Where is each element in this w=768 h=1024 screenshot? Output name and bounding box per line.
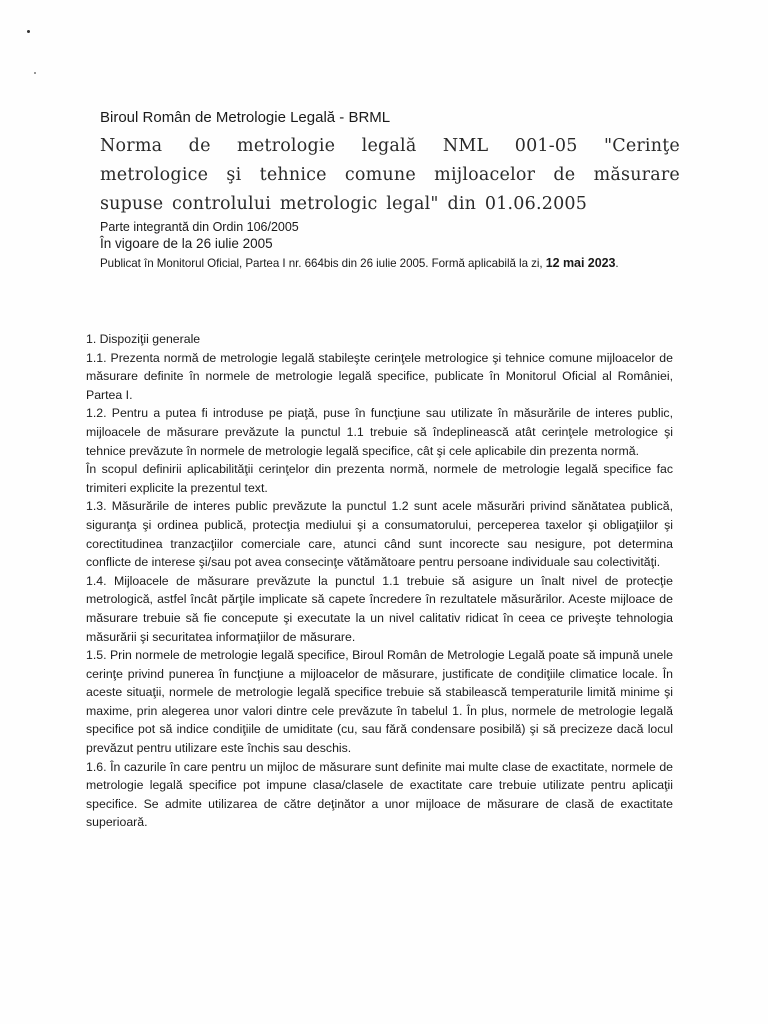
paragraph-1-3: 1.3. Măsurările de interes public prevăzute la punctul 1.2 sunt acele măsurări privind sănătatea publică, siguranţa şi ordinea publică, protecţia mediului şi a consumatorului, perceperea taxelor şi obligaţiilor şi corectitudinea tranzacţiilor comerciale care, atunci când sunt incorecte sau nesigure, pot determina conflicte de interese şi/sau pot avea consecinţe vătămătoare pentru persoane individuale sau colectivităţi. [86, 499, 673, 570]
publication-line [100, 254, 680, 273]
scan-speck [34, 72, 36, 74]
paragraph-1-5: 1.5. Prin normele de metrologie legală specifice, Biroul Român de Metrologie Legală poate să impună unele cerinţe privind punerea în funcţiune a mijloacelor de măsurare, justificate de condiţiile climatice locale. În aceste situaţii, normele de metrologie legală specifice trebuie să stabilească temperaturile limită minime şi maxime, prin alegerea unor valori dintre cele prevăzute în tabelul 1. În plus, normele de metrologie legală specifice pot să indice condiţiile de umiditate (cu, sau fără condensare posibilă) şi să precizeze dacă locul prevăzut pentru utilizare este închis sau deschis. [86, 648, 673, 756]
paragraph-1-2-scope: În scopul definirii aplicabilităţii cerinţelor din prezenta normă, normele de metrologie legală specifice fac trimiteri explicite la prezentul text. [86, 462, 673, 495]
publication-end: . [615, 257, 619, 270]
section-heading: 1. Dispoziţii generale [86, 332, 201, 346]
document-body [86, 330, 673, 832]
paragraph-1-2: 1.2. Pentru a putea fi introduse pe piaţă, puse în funcţiune sau utilizate în măsurările de interes public, mijloacele de măsurare prevăzute la punctul 1.1 trebuie să îndeplinească atât cerinţele metrologice şi tehnice prevăzute în normele de metrologie legală specifice, cât şi cele aplicabile din prezenta normă. [86, 406, 673, 458]
in-force-line: În vigoare de la 26 iulie 2005 [100, 236, 273, 251]
paragraph-1-4: 1.4. Mijloacele de măsurare prevăzute la punctul 1.1 trebuie să asigure un înalt nivel de protecţie metrologică, astfel încât părţile implicate să capete încredere în rezultatele măsurărilor. Aceste mijloace de măsurare trebuie să fie concepute şi executate la un nivel calitativ ridicat în ceea ce priveşte tehnologia măsurării şi securitatea informaţiilor de măsurare. [86, 573, 673, 644]
scan-speck [27, 30, 30, 33]
applicable-date: 12 mai 2023 [545, 256, 616, 270]
paragraph-1-6: 1.6. În cazurile în care pentru un mijloc de măsurare sunt definite mai multe clase de exactitate, normele de metrologie legală specifice pot impune clasa/clasele de exactitate care trebuie utilizate pentru aplicaţii specifice. Se admite utilizarea de către deţinător a unor mijloace de măsurare de clasă de exactitate superioară. [86, 759, 673, 830]
paragraph-1-1: 1.1. Prezenta normă de metrologie legală stabileşte cerinţele metrologice şi tehnice comune mijloacelor de măsurare definite în normele de metrologie legală specifice, publicate în Monitorul Oficial al României, Partea I. [86, 350, 673, 402]
organization-name: Biroul Român de Metrologie Legală - BRML [100, 109, 391, 126]
publication-text: Publicat în Monitorul Oficial, Partea I nr. 664bis din 26 iulie 2005. Formă aplicabilă la zi, [100, 257, 546, 270]
integral-part-line: Parte integrantă din Ordin 106/2005 [100, 220, 299, 234]
document-header [100, 108, 680, 273]
document-title: Norma de metrologie legală NML 001-05 "Cerinţe metrologice şi tehnice comune mijloacelor de măsurare supuse controlului metrologic legal" din 01.06.2005 [100, 136, 680, 214]
